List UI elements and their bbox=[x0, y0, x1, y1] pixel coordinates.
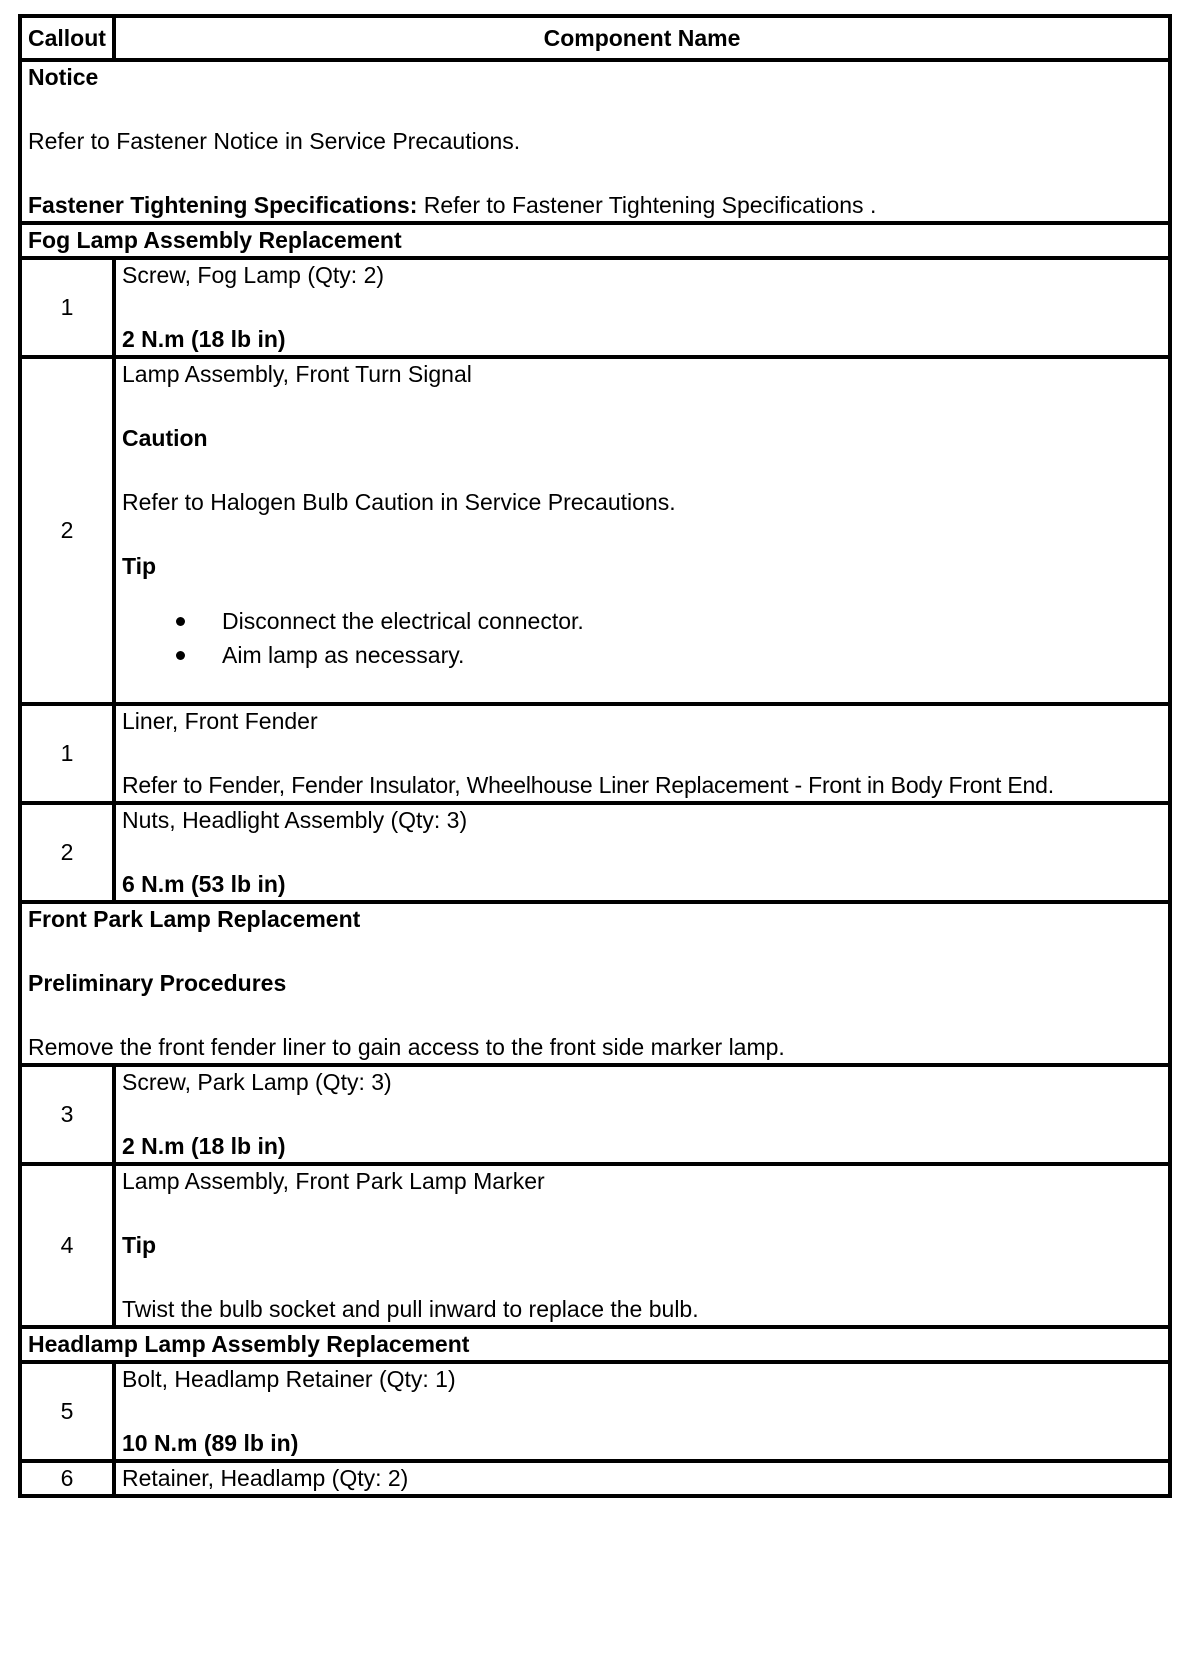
table-row bbox=[20, 1362, 1170, 1461]
section-row bbox=[20, 902, 1170, 1065]
section-title-headlamp: Headlamp Lamp Assembly Replacement bbox=[20, 1327, 1170, 1362]
section-title-park: Front Park Lamp Replacement bbox=[28, 906, 361, 932]
component-name: Lamp Assembly, Front Park Lamp Marker bbox=[122, 1168, 545, 1194]
notice-title: Notice bbox=[28, 64, 99, 90]
torque-spec: 10 N.m (89 lb in) bbox=[122, 1430, 299, 1456]
caution-label: Caution bbox=[122, 425, 208, 451]
component-name: Bolt, Headlamp Retainer (Qty: 1) bbox=[122, 1366, 456, 1392]
component-cell bbox=[114, 1164, 1170, 1327]
fastener-spec bbox=[28, 190, 1162, 221]
component-cell bbox=[114, 1065, 1170, 1164]
tip-text: Twist the bulb socket and pull inward to replace the bulb. bbox=[122, 1296, 699, 1322]
callout-cell: 2 bbox=[20, 357, 114, 704]
notice-text: Refer to Fastener Notice in Service Precautions. bbox=[28, 128, 521, 154]
table-header-row bbox=[20, 16, 1170, 60]
tip-label: Tip bbox=[122, 1232, 157, 1258]
notice-cell bbox=[20, 60, 1170, 223]
component-cell bbox=[114, 803, 1170, 902]
section-title-fog: Fog Lamp Assembly Replacement bbox=[20, 223, 1170, 258]
component-name: Lamp Assembly, Front Turn Signal bbox=[122, 361, 472, 387]
torque-spec: 2 N.m (18 lb in) bbox=[122, 326, 286, 352]
callout-cell: 2 bbox=[20, 803, 114, 902]
component-name: Retainer, Headlamp (Qty: 2) bbox=[122, 1465, 409, 1491]
component-cell bbox=[114, 1461, 1170, 1496]
component-cell bbox=[114, 1362, 1170, 1461]
callout-cell: 4 bbox=[20, 1164, 114, 1327]
fastener-spec-text: Refer to Fastener Tightening Specifications . bbox=[417, 192, 877, 218]
list-item: Disconnect the electrical connector. bbox=[222, 604, 1162, 638]
component-cell bbox=[114, 357, 1170, 704]
torque-spec: 6 N.m (53 lb in) bbox=[122, 871, 286, 897]
tip-label: Tip bbox=[122, 553, 157, 579]
callout-cell: 3 bbox=[20, 1065, 114, 1164]
torque-spec: 2 N.m (18 lb in) bbox=[122, 1133, 286, 1159]
section-row bbox=[20, 223, 1170, 258]
list-item: Aim lamp as necessary. bbox=[222, 638, 1162, 672]
table-row bbox=[20, 357, 1170, 704]
callout-cell: 6 bbox=[20, 1461, 114, 1496]
component-name: Nuts, Headlight Assembly (Qty: 3) bbox=[122, 807, 468, 833]
component-name: Liner, Front Fender bbox=[122, 708, 318, 734]
callout-cell: 1 bbox=[20, 704, 114, 803]
component-cell bbox=[114, 258, 1170, 357]
component-name-header: Component Name bbox=[114, 16, 1170, 60]
table-row bbox=[20, 1461, 1170, 1496]
caution-text: Refer to Halogen Bulb Caution in Service Precautions. bbox=[122, 489, 676, 515]
callout-cell: 5 bbox=[20, 1362, 114, 1461]
section-row bbox=[20, 1327, 1170, 1362]
table-row bbox=[20, 803, 1170, 902]
component-name: Screw, Park Lamp (Qty: 3) bbox=[122, 1069, 392, 1095]
table-row bbox=[20, 704, 1170, 803]
callout-header: Callout bbox=[20, 16, 114, 60]
tip-list bbox=[122, 604, 1162, 672]
notice-row bbox=[20, 60, 1170, 223]
table-row bbox=[20, 1164, 1170, 1327]
section-cell-park bbox=[20, 902, 1170, 1065]
component-name: Screw, Fog Lamp (Qty: 2) bbox=[122, 262, 385, 288]
callout-cell: 1 bbox=[20, 258, 114, 357]
component-table bbox=[18, 14, 1172, 1498]
preliminary-label: Preliminary Procedures bbox=[28, 970, 287, 996]
reference-text: Refer to Fender, Fender Insulator, Wheelhouse Liner Replacement - Front in Body Front End. bbox=[122, 772, 1054, 798]
fastener-spec-label: Fastener Tightening Specifications: bbox=[28, 192, 418, 218]
component-cell bbox=[114, 704, 1170, 803]
preliminary-text: Remove the front fender liner to gain access to the front side marker lamp. bbox=[28, 1034, 785, 1060]
table-row bbox=[20, 258, 1170, 357]
table-row bbox=[20, 1065, 1170, 1164]
